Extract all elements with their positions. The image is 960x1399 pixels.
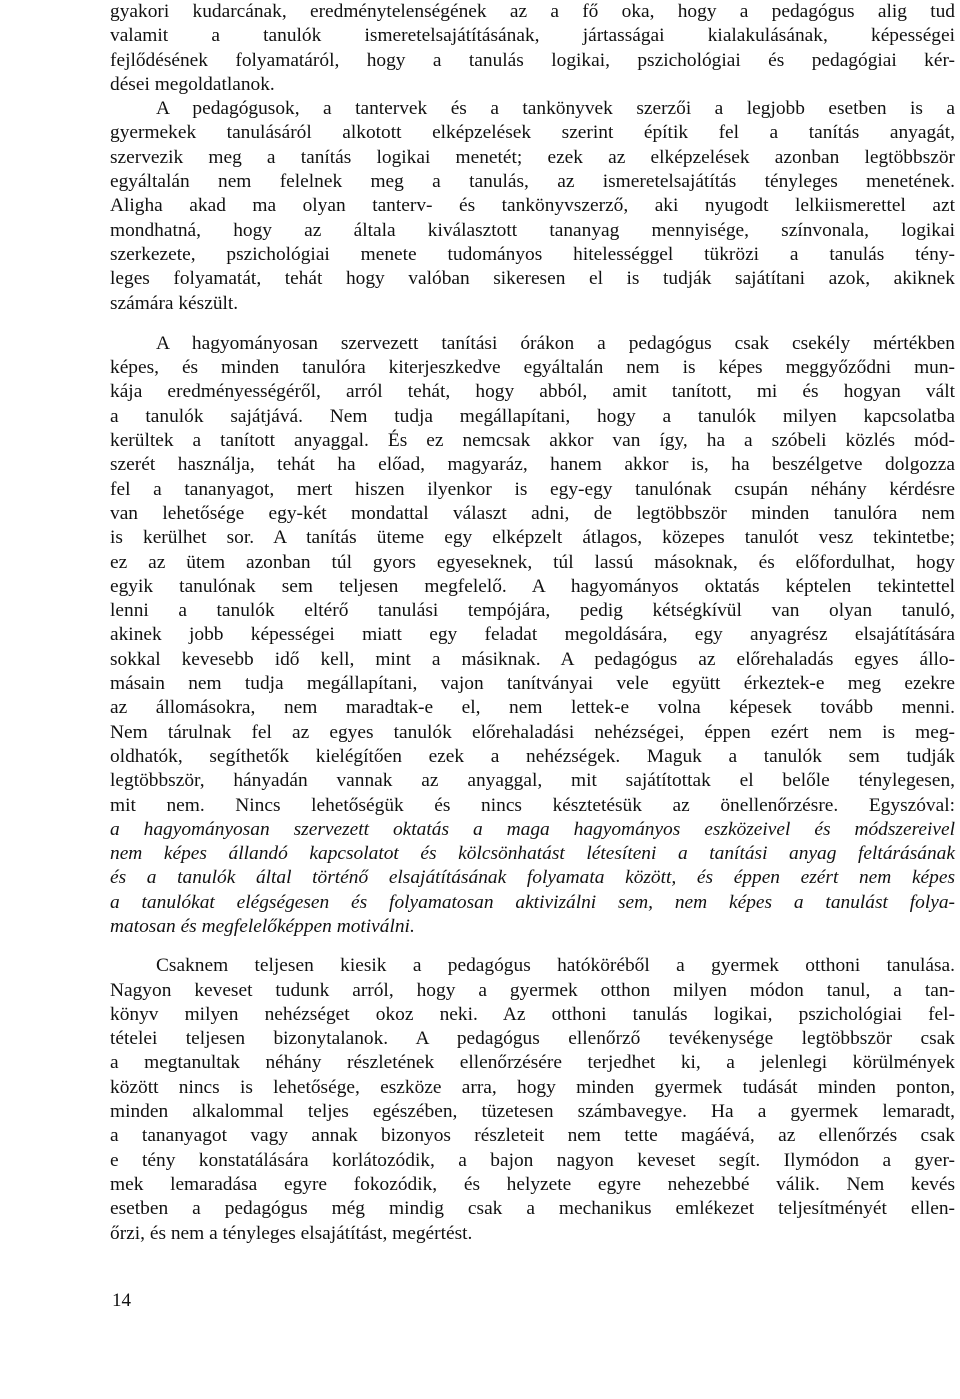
- document-page: [110, 0, 955, 1246]
- text-line: kája eredményességéről, arról tehát, hogy abból, amit tanított, mi és hogyan vált: [110, 381, 955, 403]
- text-line: esetben a pedagógus még mindig csak a mechanikus emlékezet teljesítményét ellen-: [110, 1198, 955, 1220]
- text-line: sokkal kevesebb idő kell, mint a másiknak. A pedagógus az előrehaladás egyes állo-: [110, 648, 955, 670]
- text-line: másain nem tudja megállapítani, vajon tanítványai vele együtt érkeztek-e meg ezekre: [110, 673, 955, 695]
- text-line: fel a tananyagot, mert hiszen ilyenkor is egy-egy tanulónak csupán néhány kérdésre: [110, 478, 955, 500]
- text-line: könyv milyen nehézséget okoz neki. Az otthoni tanulás logikai, pszichológiai fel-: [110, 1003, 955, 1025]
- italic-text-line: és a tanulók által történő elsajátításának folyamata között, és éppen ezért nem képes: [110, 867, 955, 889]
- text-line: szerkezete, pszichológiai menete tudományos hitelességgel tükrözi a tanulás tény-: [110, 243, 955, 265]
- text-line: az állomásokra, nem maradtak-e el, nem lettek-e volna képesek tovább menni.: [110, 697, 955, 719]
- text-line: Aligha akad ma olyan tanterv- és tankönyvszerző, aki nyugodt lelkiismerettel azt: [110, 195, 955, 217]
- text-line: egyáltalán nem felelnek meg a tanulás, az ismeretelsajátítás tényleges menetének.: [110, 171, 955, 193]
- text-line: is kerülhet sor. A tanítás üteme egy elképzelt átlagos, közepes tanulót vesz tekintetbe;: [110, 527, 955, 549]
- text-line: legtöbbször, hányadán vannak az anyaggal, mit sajátítottak el belőle ténylegesen,: [110, 770, 955, 792]
- text-line: a tanulók sajátjává. Nem tudja megállapítani, hogy a tanulók milyen kapcsolatba: [110, 405, 955, 427]
- text-line: gyermekek tanulásáról alkotott elképzelések szerint építik fel a tanítás anyagát,: [110, 122, 955, 144]
- text-line: gyakori kudarcának, eredménytelenségének az a fő oka, hogy a pedagógus alig tud: [110, 1, 955, 22]
- text-line: oldhatók, segíthetők kielégítően ezek a nehézségek. Maguk a tanulók sem tudják: [110, 745, 955, 767]
- italic-text-line: a tanulókat elégségesen és folyamatosan aktivizálni sem, nem képes a tanulást folya-: [110, 891, 955, 913]
- text-line: leges folyamatát, tehát hogy valóban sikeresen el is tudják sajátítani azok, akiknek: [110, 268, 955, 290]
- text-line: Nagyon keveset tudunk arról, hogy a gyermek otthon milyen módon tanul, a tan-: [110, 979, 955, 1001]
- text-line: számára készült.: [110, 292, 239, 314]
- text-line: e tény konstatálására korlátozódik, a bajon nagyon keveset segít. Ilymódon a gyer-: [110, 1149, 955, 1171]
- italic-text-line: nem képes állandó kapcsolatot és kölcsönhatást létesíteni a tanítási anyag feltárásának: [110, 843, 955, 865]
- text-line: a megtanultak néhány részletének ellenőrzésére terjedhet ki, a jelenlegi körülmények: [110, 1052, 955, 1074]
- paragraph-1: [110, 0, 955, 97]
- paragraph-4: [110, 954, 955, 1246]
- text-line: Csaknem teljesen kiesik a pedagógus hatóköréből a gyermek otthoni tanulása.: [156, 955, 955, 977]
- text-line: képes, és minden tanulóra kiterjeszkedve egyáltalán nem is képes meggyőződni mun-: [110, 357, 955, 379]
- text-line: van lehetősége egy-két mondattal választ adni, de legtöbbször minden tanulóra nem: [110, 502, 955, 524]
- text-line: a tananyagot vagy annak bizonyos részleteit nem tette magáévá, az ellenőrzés csak: [110, 1125, 955, 1147]
- text-line: Nem tárulnak fel az egyes tanulók előrehaladási nehézségei, éppen ezért nem is meg-: [110, 721, 955, 743]
- text-line: kerültek a tanított anyaggal. És ez nemcsak akkor van így, ha a szóbeli közlés mód-: [110, 430, 955, 452]
- text-line: mek lemaradása egyre fokozódik, és helyzete egyre nehezebbé válik. Nem kevés: [110, 1173, 955, 1195]
- text-line: valamit a tanulók ismeretelsajátításának, jártasságai kialakulásának, képességei: [110, 25, 955, 47]
- text-line: szerét használja, tehát ha előad, magyaráz, hanem akkor is, ha beszélgetve dolgozza: [110, 454, 955, 476]
- text-line: egyik tanulónak sem teljesen megfelelő. A hagyományos oktatás képtelen tekintettel: [110, 575, 955, 597]
- text-line: minden alkalommal teljes egészében, tüzetesen számbavegye. Ha a gyermek lemaradt,: [110, 1101, 955, 1123]
- text-line: mit nem. Nincs lehetőségük és nincs késztetésük az önellenőrzésre. Egyszóval:: [110, 794, 955, 816]
- paragraph-2: [110, 97, 955, 316]
- text-line: szervezik meg a tanítás logikai menetét; ezek az elképzelések azonban legtöbbször: [110, 146, 955, 168]
- text-line: ez az ütem azonban túl gyors egyeseknek, túl lassú másoknak, és előfordulhat, hogy: [110, 551, 955, 573]
- italic-text-line: a hagyományosan szervezett oktatás a maga hagyományos eszközeivel és módszereivel: [110, 818, 955, 840]
- text-line: A pedagógusok, a tantervek és a tankönyvek szerzői a legjobb esetben is a: [156, 98, 955, 120]
- text-line: A hagyományosan szervezett tanítási órákon a pedagógus csak csekély mértékben: [156, 332, 955, 354]
- text-line: fejlődésének folyamatáról, hogy a tanulás logikai, pszichológiai és pedagógiai kér-: [110, 49, 955, 71]
- text-line: akinek jobb képességei miatt egy feladat megoldására, egy anyagrész elsajátítására: [110, 624, 955, 646]
- text-line: mondhatná, hogy az általa kiválasztott tananyag mennyisége, színvonala, logikai: [110, 219, 955, 241]
- text-line: őrzi, és nem a tényleges elsajátítást, megértést.: [110, 1222, 473, 1244]
- italic-text-line: matosan és megfelelőképpen motiválni.: [110, 915, 415, 937]
- text-line: között nincs is lehetősége, eszköze arra, hogy minden gyermek tudását minden ponton,: [110, 1076, 955, 1098]
- page-number: 14: [112, 1290, 131, 1311]
- paragraph-3: [110, 332, 955, 939]
- text-line: dései megoldatlanok.: [110, 73, 275, 95]
- text-line: tételei teljesen bizonytalanok. A pedagógus ellenőrző tevékenysége legtöbbször csak: [110, 1028, 955, 1050]
- text-line: lenni a tanulók eltérő tanulási tempójára, pedig kétségkívül van olyan tanuló,: [110, 600, 955, 622]
